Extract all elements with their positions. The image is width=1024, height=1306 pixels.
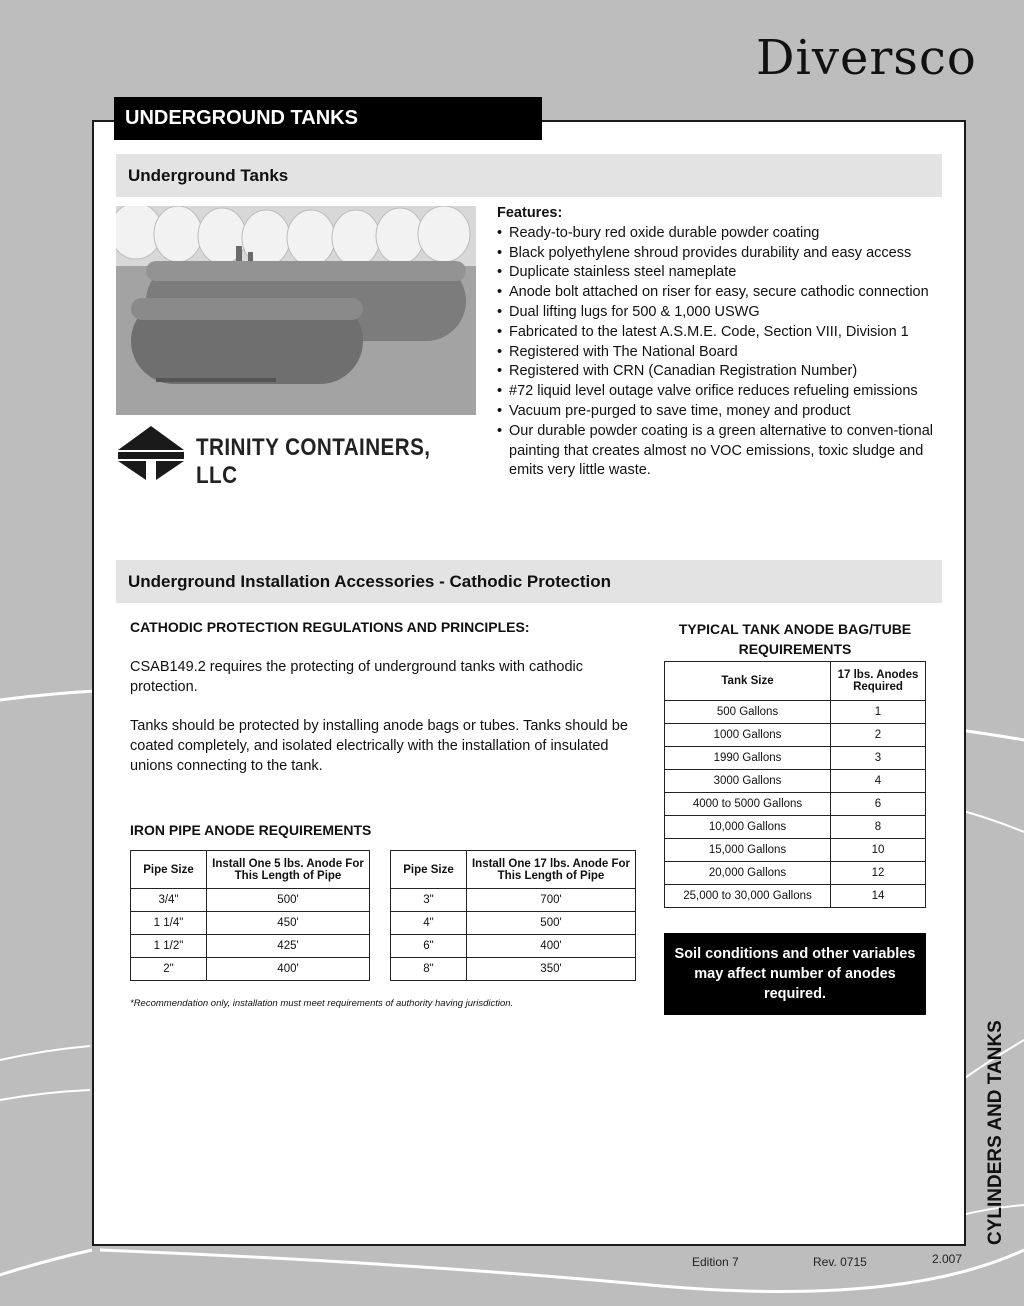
table-row (665, 862, 926, 885)
table-header: 17 lbs. Anodes Required (831, 662, 926, 701)
feature-item: • Our durable powder coating is a green alternative to conven-tional painting that creates almost no VOC emissions, toxic sludge and emits very little waste. (497, 422, 942, 481)
table-cell: 6" (391, 935, 467, 958)
footer-edition: Edition 7 (692, 1255, 739, 1269)
table-cell: 500' (207, 889, 370, 912)
iron-pipe-table-17lb (390, 850, 636, 981)
regs-heading: CATHODIC PROTECTION REGULATIONS AND PRINCIPLES: (130, 619, 530, 635)
features-list (497, 204, 942, 481)
table-cell: 350' (467, 958, 636, 981)
table-cell: 20,000 Gallons (665, 862, 831, 885)
table-header: Install One 5 lbs. Anode For This Length of Pipe (207, 851, 370, 889)
feature-item: • Duplicate stainless steel nameplate (497, 263, 942, 283)
table-cell: 6 (831, 793, 926, 816)
table-row (391, 958, 636, 981)
features-title: Features: (497, 205, 563, 221)
table-row (131, 889, 370, 912)
table-cell: 400' (467, 935, 636, 958)
table-cell: 500' (467, 912, 636, 935)
soil-conditions-note: Soil conditions and other variables may affect number of anodes required. (664, 933, 926, 1015)
table-cell: 4000 to 5000 Gallons (665, 793, 831, 816)
table-cell: 425' (207, 935, 370, 958)
table-row (665, 793, 926, 816)
anode-requirements-table (664, 661, 926, 908)
table-cell: 14 (831, 885, 926, 908)
table-cell: 500 Gallons (665, 701, 831, 724)
table-header: Install One 17 lbs. Anode For This Length of Pipe (467, 851, 636, 889)
table-cell: 3000 Gallons (665, 770, 831, 793)
feature-item: • Black polyethylene shroud provides durability and easy access (497, 244, 942, 264)
footer-revision: Rev. 0715 (813, 1255, 867, 1269)
regs-paragraph-1: CSAB149.2 requires the protecting of underground tanks with cathodic protection. (130, 659, 583, 695)
table-row (665, 747, 926, 770)
table-row (131, 912, 370, 935)
feature-item: • Registered with CRN (Canadian Registration Number) (497, 362, 942, 382)
table-cell: 400' (207, 958, 370, 981)
feature-item: • Fabricated to the latest A.S.M.E. Code, Section VIII, Division 1 (497, 323, 942, 343)
table-cell: 450' (207, 912, 370, 935)
table-header: Pipe Size (391, 851, 467, 889)
footer-page-number: 2.007 (932, 1252, 963, 1266)
table-row (665, 701, 926, 724)
feature-item: • Ready-to-bury red oxide durable powder coating (497, 224, 942, 244)
table-header: Pipe Size (131, 851, 207, 889)
side-section-label: CYLINDERS AND TANKS (985, 1020, 1006, 1245)
iron-pipe-table-5lb (130, 850, 370, 981)
brand-logo: Diversco (756, 30, 977, 86)
table-cell: 3/4" (131, 889, 207, 912)
table-cell: 8 (831, 816, 926, 839)
table-cell: 1 1/2" (131, 935, 207, 958)
table-row (665, 885, 926, 908)
table-row (391, 935, 636, 958)
recommendation-note: *Recommendation only, installation must meet requirements of authority having jurisdiction. (130, 998, 514, 1009)
tank-photo (116, 206, 476, 415)
table-cell: 8" (391, 958, 467, 981)
table-cell: 1990 Gallons (665, 747, 831, 770)
table-cell: 10 (831, 839, 926, 862)
table-row (665, 724, 926, 747)
table-cell: 4 (831, 770, 926, 793)
table-cell: 12 (831, 862, 926, 885)
page-title: UNDERGROUND TANKS (114, 97, 542, 140)
table-cell: 10,000 Gallons (665, 816, 831, 839)
table-cell: 1000 Gallons (665, 724, 831, 747)
feature-item: • Registered with The National Board (497, 343, 942, 363)
table-cell: 4" (391, 912, 467, 935)
trinity-triangle-icon (116, 424, 186, 482)
table-header: Tank Size (665, 662, 831, 701)
table-cell: 3 (831, 747, 926, 770)
table-row (391, 889, 636, 912)
table-row (131, 958, 370, 981)
table-row (665, 839, 926, 862)
tank-illustration (116, 206, 476, 415)
feature-item: • Vacuum pre-purged to save time, money and product (497, 402, 942, 422)
table-cell: 2 (831, 724, 926, 747)
trinity-containers-logo (116, 424, 476, 489)
logo-text: TRINITY CONTAINERS, LLC (196, 434, 431, 489)
feature-item: • Anode bolt attached on riser for easy, secure cathodic connection (497, 283, 942, 303)
feature-item: • Dual lifting lugs for 500 & 1,000 USWG (497, 303, 942, 323)
table-cell: 3" (391, 889, 467, 912)
table-row (131, 935, 370, 958)
table-row (665, 816, 926, 839)
table-cell: 2" (131, 958, 207, 981)
table-cell: 1 1/4" (131, 912, 207, 935)
table-cell: 700' (467, 889, 636, 912)
feature-item: • #72 liquid level outage valve orifice reduces refueling emissions (497, 382, 942, 402)
table-row (391, 912, 636, 935)
regs-paragraph-2: Tanks should be protected by installing anode bags or tubes. Tanks should be coated completely, and isolated electrically with the installation of insulated unions connecting to the tank. (130, 718, 628, 774)
section-title-underground-tanks: Underground Tanks (116, 154, 942, 197)
anode-table-heading: TYPICAL TANK ANODE BAG/TUBE REQUIREMENTS (678, 621, 912, 657)
table-cell: 1 (831, 701, 926, 724)
iron-pipe-heading: IRON PIPE ANODE REQUIREMENTS (130, 822, 372, 838)
table-cell: 15,000 Gallons (665, 839, 831, 862)
section-title-cathodic-protection: Underground Installation Accessories - Cathodic Protection (116, 560, 942, 603)
table-cell: 25,000 to 30,000 Gallons (665, 885, 831, 908)
table-row (665, 770, 926, 793)
